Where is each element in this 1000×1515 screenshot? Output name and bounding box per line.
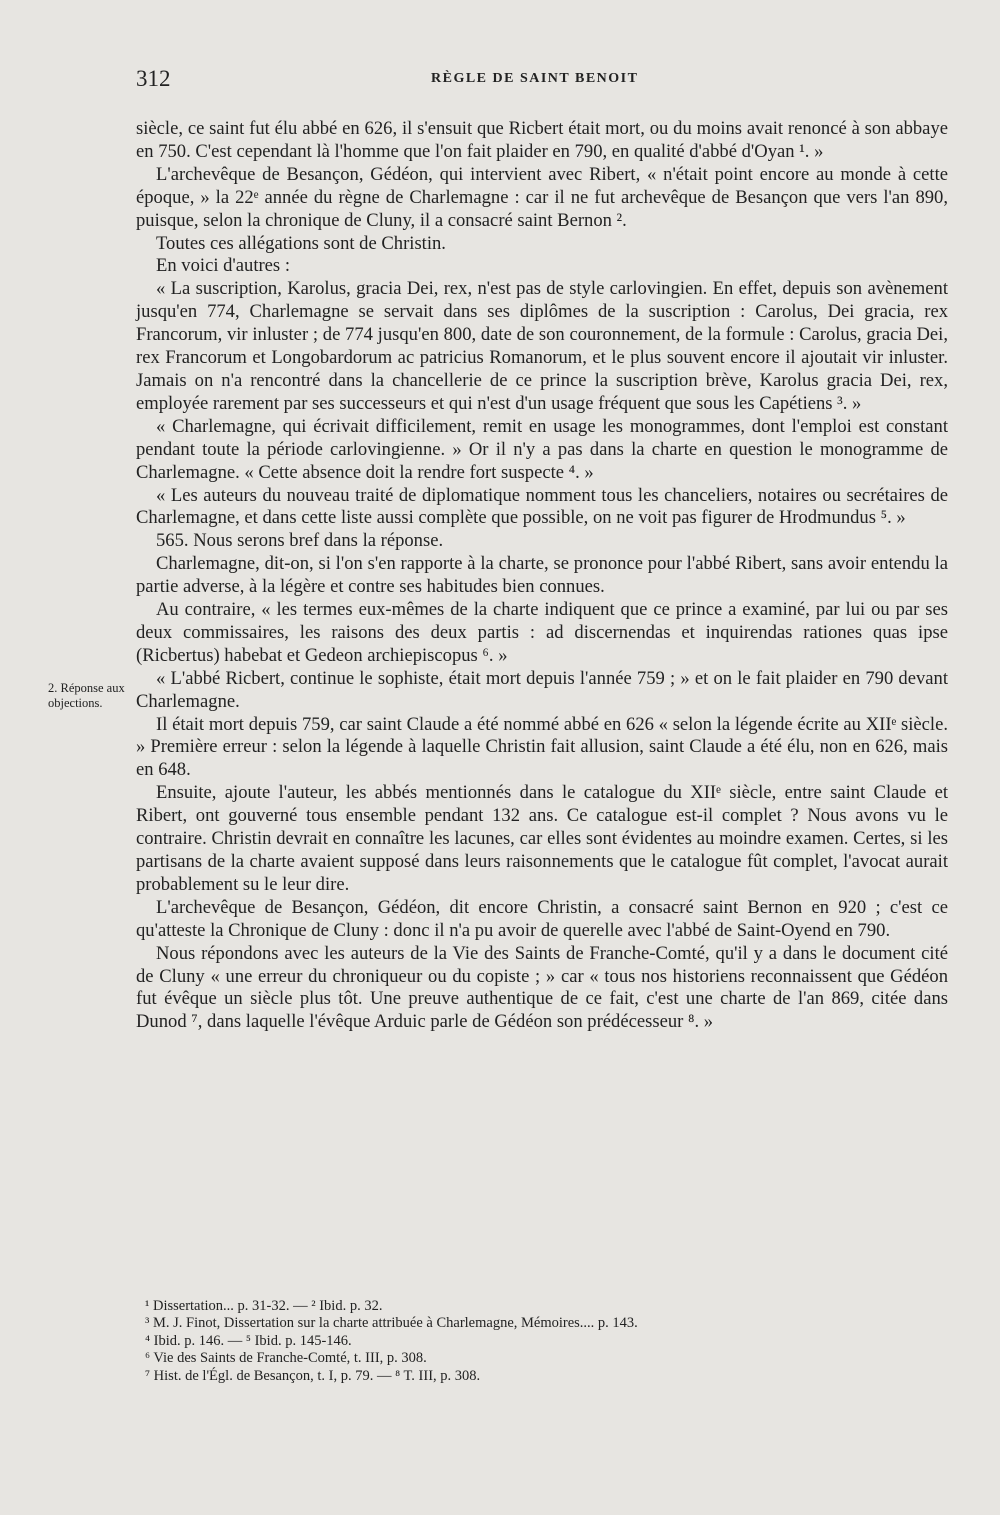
body-text — [136, 118, 948, 1034]
page-header — [136, 66, 952, 96]
footnote: ⁴ Ibid. p. 146. — ⁵ Ibid. p. 145-146. — [145, 1332, 352, 1349]
paragraph: En voici d'autres : — [156, 255, 290, 277]
paragraph: L'archevêque de Besançon, Gédéon, dit encore Christin, a consacré saint Bernon en 920 ; c'est ce qu'atteste la Chronique de Cluny : donc il n'a pu avoir de querelle avec l'abbé de Saint-Oyend en 790. — [136, 896, 948, 941]
paragraph: « L'abbé Ricbert, continue le sophiste, était mort depuis l'année 759 ; » et on le fait plaider en 790 devant Charlemagne. — [136, 667, 948, 712]
paragraph: Charlemagne, dit-on, si l'on s'en rapporte à la charte, se prononce pour l'abbé Ribert, sans avoir entendu la partie adverse, à la légère et contre ses habitudes bien connues. — [136, 553, 948, 598]
margin-note: 2. Réponse aux objections. — [48, 681, 125, 710]
paragraph: L'archevêque de Besançon, Gédéon, qui intervient avec Ribert, « n'était point encore au monde à cette époque, » la 22ᵉ année du règne de Charlemagne : car il ne fut archevêque de Besançon que vers l'an 890, puisque, selon la chronique de Cluny, il a consacré saint Bernon ². — [136, 163, 948, 231]
paragraph: Toutes ces allégations sont de Christin. — [156, 232, 446, 254]
page-number: 312 — [136, 66, 171, 91]
footnote: ¹ Dissertation... p. 31-32. — ² Ibid. p. 32. — [145, 1298, 383, 1314]
section-number-paragraph: 565. Nous serons bref dans la réponse. — [156, 530, 444, 552]
paragraph: Il était mort depuis 759, car saint Claude a été nommé abbé en 626 « selon la légende écrite au XIIᵉ siècle. » Première erreur : selon la légende à laquelle Christin fait allusion, saint Claude a été élu, non en 626, mais en 648. — [136, 713, 948, 781]
footnote: ⁶ Vie des Saints de Franche-Comté, t. III, p. 308. — [145, 1350, 427, 1367]
running-title: RÈGLE DE SAINT BENOIT — [431, 71, 639, 86]
paragraph: Nous répondons avec les auteurs de la Vie des Saints de Franche-Comté, qu'il y a dans le document cité de Cluny « une erreur du chroniqueur ou du copiste ; » car « tous nos historiens reconnaissent que Gédéon fut évêque un siècle plus tôt. Une preuve authentique de ce fait, c'est une charte de l'an 869, citée dans Dunod ⁷, dans laquelle l'évêque Arduic parle de Gédéon son prédécesseur ⁸. » — [136, 942, 948, 1033]
footnote: ⁷ Hist. de l'Égl. de Besançon, t. I, p. 79. — ⁸ T. III, p. 308. — [145, 1367, 481, 1384]
paragraph: « Les auteurs du nouveau traité de diplomatique nomment tous les chanceliers, notaires ou secrétaires de Charlemagne, et dans cette liste aussi complète que possible, on ne voit pas figurer de Hrodmundus ⁵. » — [136, 484, 948, 529]
paragraph: « La suscription, Karolus, gracia Dei, rex, n'est pas de style carlovingien. En effet, depuis son avènement jusqu'en 774, Charlemagne se servait dans ses diplômes de la suscription : Carolus, Dei gracia, rex Francorum, vir inluster ; de 774 jusqu'en 800, date de son couronnement, de la formule : Carolus, gracia Dei, rex Francorum et Longobardorum ac patricius Romanorum, et le plus souvent encore il ajoutait vir inluster. Jamais on n'a rencontré dans la chancellerie de ce prince la suscription brève, Karolus gracia Dei, rex, employée rarement par ses successeurs et qui n'est d'un usage fréquent que sous les Capétiens ³. » — [136, 278, 948, 414]
footnote: ³ M. J. Finot, Dissertation sur la charte attribuée à Charlemagne, Mémoires.... p. 143. — [145, 1315, 638, 1332]
paragraph: « Charlemagne, qui écrivait difficilement, remit en usage les monogrammes, dont l'emploi est constant pendant toute la période carlovingienne. » Or il n'y a pas dans la charte en question le monogramme de Charlemagne. « Cette absence doit la rendre fort suspecte ⁴. » — [136, 415, 948, 483]
paragraph: siècle, ce saint fut élu abbé en 626, il s'ensuit que Ricbert était mort, ou du moins avait renoncé à son abbaye en 750. C'est cependant là l'homme que l'on fait plaider en 790, en qualité d'abbé d'Oyan ¹. » — [136, 118, 948, 162]
footnotes — [145, 1298, 865, 1385]
paragraph: Au contraire, « les termes eux-mêmes de la charte indiquent que ce prince a examiné, par lui ou par ses deux commissaires, les raisons des deux partis : ad discernendas et inquirendas rationes quas ipse (Ricbertus) habebat et Gedeon archiepiscopus ⁶. » — [136, 599, 948, 666]
paragraph: Ensuite, ajoute l'auteur, les abbés mentionnés dans le catalogue du XIIᵉ siècle, entre saint Claude et Ribert, ont gouverné tous ensemble pendant 132 ans. Ce catalogue est-il complet ? Nous avons vu le contraire. Christin devrait en connaître les lacunes, car elles sont évidentes au moindre examen. Certes, si les partisans de la charte avaient supposé dans leurs raisonnements que le catalogue fût complet, l'avocat aurait probablement su le leur dire. — [136, 782, 948, 895]
